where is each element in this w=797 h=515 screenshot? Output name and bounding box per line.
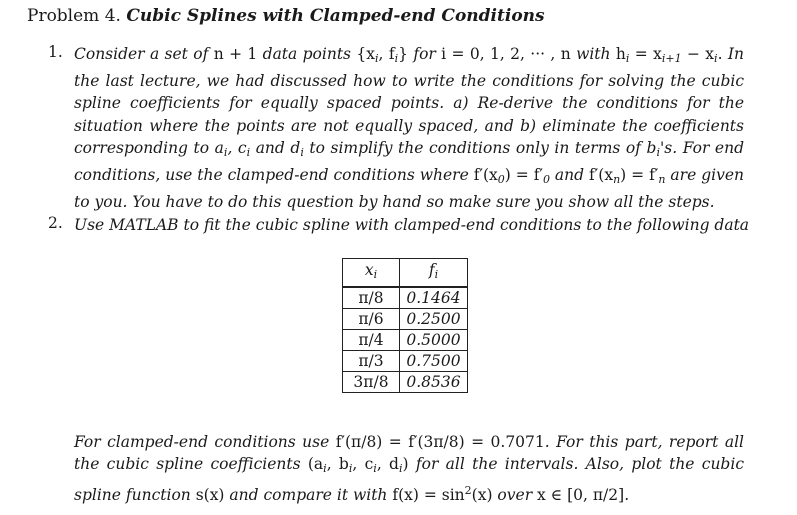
item-1-sub: i <box>656 145 661 159</box>
closing-span: over <box>492 486 538 505</box>
table-header-label: f <box>428 261 435 279</box>
closing-span: (x) <box>471 486 493 505</box>
item-1-span: ) = f′ <box>620 166 659 185</box>
item-1-sub: n <box>613 173 621 187</box>
item-1-span: to simplify the conditions only in terms of <box>303 138 647 157</box>
data-table <box>342 258 468 393</box>
closing-span: For clamped-end conditions use <box>74 433 336 451</box>
problem-title: Cubic Splines with Clamped-end Conditions <box>126 6 545 26</box>
closing-sub: i <box>398 462 403 476</box>
item-1-math: i = 0, 1, 2, ··· , n <box>441 45 571 63</box>
table-header-sub: i <box>434 268 439 281</box>
item-1-marker: 1. <box>48 43 63 61</box>
item-1-span: , f <box>378 45 395 63</box>
closing-span: for all the intervals. Also, plot the cubic spline function <box>74 455 744 505</box>
item-1-sub: i <box>394 52 399 65</box>
closing-span: (a <box>307 455 324 474</box>
item-1-span: and <box>549 166 590 185</box>
closing-sub: i <box>323 462 327 476</box>
item-1-span: and <box>250 138 291 157</box>
item-1-span: − x <box>681 45 715 63</box>
closing-span: , d <box>376 455 399 474</box>
item-2-text: Use MATLAB to fit the cubic spline with clamped-end conditions to the following data <box>74 216 750 234</box>
item-1-math: d <box>290 138 301 157</box>
table-header-f <box>400 259 468 288</box>
item-1-math <box>356 45 408 63</box>
table-header-label: x <box>364 261 374 279</box>
item-1-span: h <box>615 45 626 63</box>
item-1-sub: i <box>714 52 718 65</box>
item-1-sub: i <box>300 145 304 159</box>
closing-span: , c <box>352 455 374 474</box>
item-1-span: ) = f′ <box>504 166 543 185</box>
closing-span: . For this part, report all the cubic spline coefficients <box>74 433 744 474</box>
item-1-math: b <box>646 138 657 157</box>
problem-number: Problem 4. <box>27 6 121 26</box>
item-1-sub: i+1 <box>661 52 682 65</box>
table-cell-f: 0.1464 <box>400 287 468 309</box>
closing-math <box>392 486 492 504</box>
closing-sup: 2 <box>464 484 472 498</box>
item-1-span: for <box>407 45 442 63</box>
closing-sub: i <box>348 462 353 476</box>
item-1-span: 's. For end conditions, use the clamped-end conditions where <box>74 138 744 185</box>
item-1-sub: i <box>625 52 630 65</box>
item-1-span: = x <box>629 45 662 63</box>
table-row <box>343 372 468 393</box>
table-header-sub: i <box>373 268 378 281</box>
item-1-span: } <box>398 45 408 63</box>
closing-math: f′(π/8) = f′(3π/8) = 0.7071 <box>335 433 545 451</box>
item-2-marker: 2. <box>48 214 63 232</box>
item-1-span: . <box>717 45 723 63</box>
closing-span: f(x) = sin <box>392 486 465 505</box>
table-cell-x: π/8 <box>343 287 400 309</box>
closing-math <box>307 455 409 476</box>
item-1-span: In the last lecture, we had discussed how to write the conditions for solving the cubic spline coefficients for equally spaced points. a) Re-derive the conditions for the situation where the points are not equally spaced, and b) eliminate the coefficients corresponding to <box>74 45 744 157</box>
table-row <box>343 330 468 351</box>
table-cell-f: 0.8536 <box>400 372 468 393</box>
closing-span: . <box>624 486 630 505</box>
item-1-math <box>616 45 723 63</box>
item-1-span: with <box>570 45 616 63</box>
closing-sub: i <box>373 462 377 476</box>
table-header-row <box>343 259 468 288</box>
table-cell-x: 3π/8 <box>343 372 400 393</box>
closing-span: and compare it with <box>224 486 393 505</box>
item-1-span: f′(x <box>589 166 614 185</box>
closing-paragraph <box>74 431 744 507</box>
closing-math: s(x) <box>195 486 225 505</box>
item-1-sub: i <box>246 145 251 159</box>
closing-math: x ∈ [0, π/2] <box>537 486 625 505</box>
table-cell-x: π/3 <box>343 351 400 372</box>
table-cell-f: 0.5000 <box>400 330 468 351</box>
problem-heading <box>27 6 545 26</box>
item-1-math <box>473 166 550 187</box>
item-1-span: f′(x <box>473 166 498 185</box>
item-1-sub: n <box>658 173 666 187</box>
table-cell-x: π/6 <box>343 309 400 330</box>
table-cell-f: 0.2500 <box>400 309 468 330</box>
table-cell-x: π/4 <box>343 330 400 351</box>
table-cell-f: 0.7500 <box>400 351 468 372</box>
item-1-span: data points <box>257 45 357 63</box>
item-1-math: n + 1 <box>213 45 258 63</box>
item-1-sub: i <box>375 52 379 65</box>
item-1-sub: 0 <box>542 173 550 187</box>
item-1-text <box>74 43 744 213</box>
item-1-span: {x <box>356 45 375 63</box>
table-row <box>343 309 468 330</box>
table-header-x <box>343 259 400 288</box>
item-1-sub: i <box>223 145 228 159</box>
closing-span: , b <box>326 455 349 474</box>
closing-span: ) <box>402 455 409 474</box>
item-1-span: , c <box>227 138 247 157</box>
item-1-math: a <box>214 138 224 157</box>
item-1-sub: 0 <box>497 173 505 187</box>
table-row <box>343 351 468 372</box>
item-1-span: Consider a set of <box>74 45 214 63</box>
item-1-math <box>589 166 666 187</box>
table-row <box>343 287 468 309</box>
item-1-span: are given to you. You have to do this question by hand so make sure you show all the steps. <box>74 166 744 212</box>
